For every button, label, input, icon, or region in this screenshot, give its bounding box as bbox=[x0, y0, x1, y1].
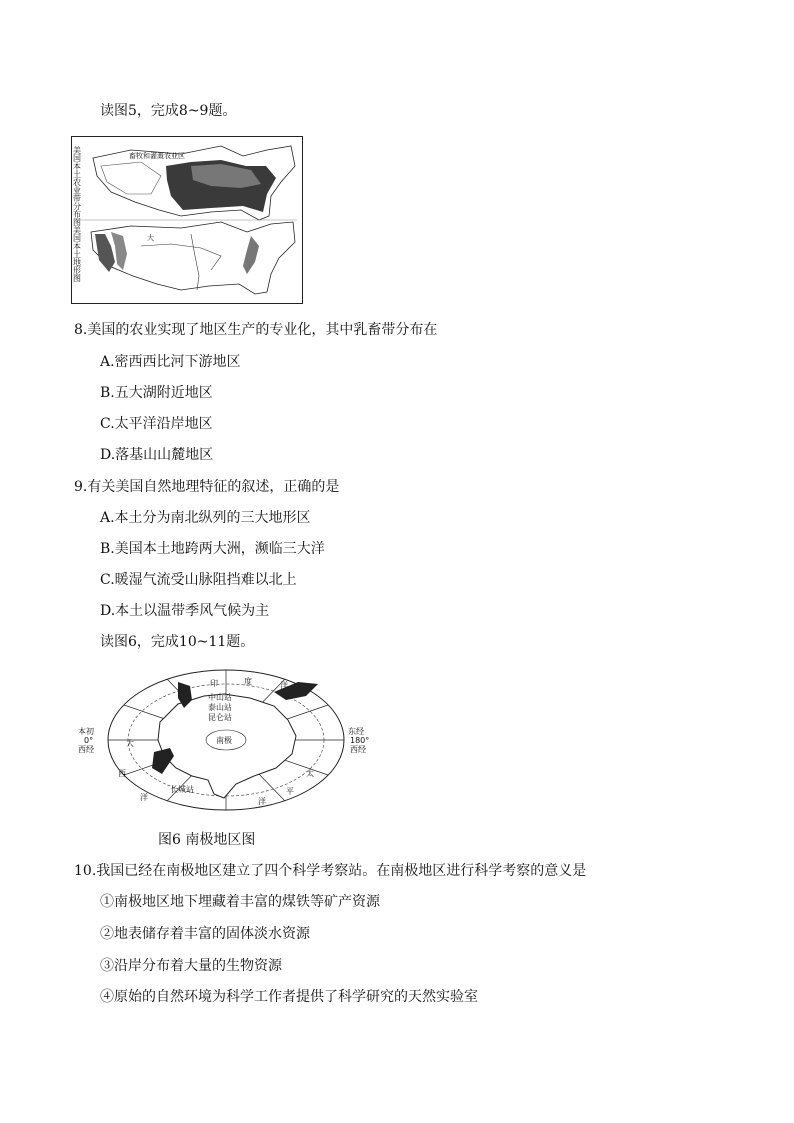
station-changcheng: 长城站 bbox=[170, 785, 194, 794]
station-kunlun: 昆仑站 bbox=[208, 713, 232, 722]
right-lon-a: 东经 bbox=[348, 727, 364, 736]
figure-5-us-maps bbox=[71, 136, 303, 304]
intro-figure-6: 读图6，完成10~11题。 bbox=[100, 634, 255, 650]
q10-item-1: ①南极地区地下埋藏着丰富的煤铁等矿产资源 bbox=[100, 894, 380, 910]
figure-6-antarctica-map bbox=[74, 664, 378, 816]
intro-figure-5: 读图5，完成8~9题。 bbox=[100, 103, 237, 119]
ocean-char-4: 大 bbox=[126, 739, 134, 748]
q8-option-b: B.五大湖附近地区 bbox=[100, 385, 213, 401]
figure-5-svg bbox=[71, 136, 303, 304]
q9-option-b: B.美国本土地跨两大洲，濒临三大洋 bbox=[100, 541, 325, 557]
q10-stem: 10.我国已经在南极地区建立了四个科学考察站。在南极地区进行科学考察的意义是 bbox=[74, 863, 587, 879]
ocean-char-8: 平 bbox=[286, 787, 294, 796]
fig5-bottom-label: 大 bbox=[147, 234, 154, 242]
q10-item-2: ②地表储存着丰富的固体淡水资源 bbox=[100, 926, 310, 942]
q9-stem: 9.有关美国自然地理特征的叙述，正确的是 bbox=[74, 479, 340, 495]
q8-stem: 8.美国的农业实现了地区生产的专业化，其中乳畜带分布在 bbox=[74, 322, 438, 338]
left-lon-a: 本初 bbox=[78, 727, 94, 736]
station-zhongshan: 中山站 bbox=[208, 693, 232, 702]
fig5-top-title: 美国本土农业带分布图 bbox=[72, 146, 82, 226]
ocean-char-6: 洋 bbox=[140, 793, 148, 802]
right-lon-c: 西经 bbox=[350, 745, 366, 754]
fig5-bottom-title: 美国本土地形图 bbox=[72, 226, 82, 282]
q9-option-c: C.暖湿气流受山脉阻挡难以北上 bbox=[100, 572, 297, 588]
q10-item-4: ④原始的自然环境为科学工作者提供了科学研究的天然实验室 bbox=[100, 989, 478, 1005]
ocean-char-1: 印 bbox=[210, 679, 218, 688]
q10-item-3: ③沿岸分布着大量的生物资源 bbox=[100, 958, 282, 974]
ocean-char-7: 太 bbox=[306, 769, 314, 778]
ocean-char-3: 洋 bbox=[280, 681, 288, 690]
ocean-char-5: 西 bbox=[118, 769, 126, 778]
left-lon-b: 0° bbox=[84, 736, 94, 745]
right-lon-b: 180° bbox=[350, 736, 370, 745]
q9-option-d: D.本土以温带季风气候为主 bbox=[100, 603, 270, 619]
q8-option-d: D.落基山山麓地区 bbox=[100, 447, 214, 463]
q8-option-c: C.太平洋沿岸地区 bbox=[100, 416, 213, 432]
q8-option-a: A.密西西比河下游地区 bbox=[100, 354, 241, 370]
ocean-char-9: 洋 bbox=[258, 797, 266, 806]
ocean-char-2: 度 bbox=[244, 677, 252, 686]
figure-6-svg bbox=[74, 664, 378, 816]
fig5-top-region-label: 畜牧和灌溉农业区 bbox=[129, 152, 185, 160]
left-lon-c: 西经 bbox=[78, 745, 94, 754]
center-label: 南极 bbox=[216, 736, 232, 745]
q9-option-a: A.本土分为南北纵列的三大地形区 bbox=[100, 510, 311, 526]
figure-6-caption: 图6 南极地区图 bbox=[158, 832, 256, 848]
station-taishan: 泰山站 bbox=[208, 703, 232, 712]
